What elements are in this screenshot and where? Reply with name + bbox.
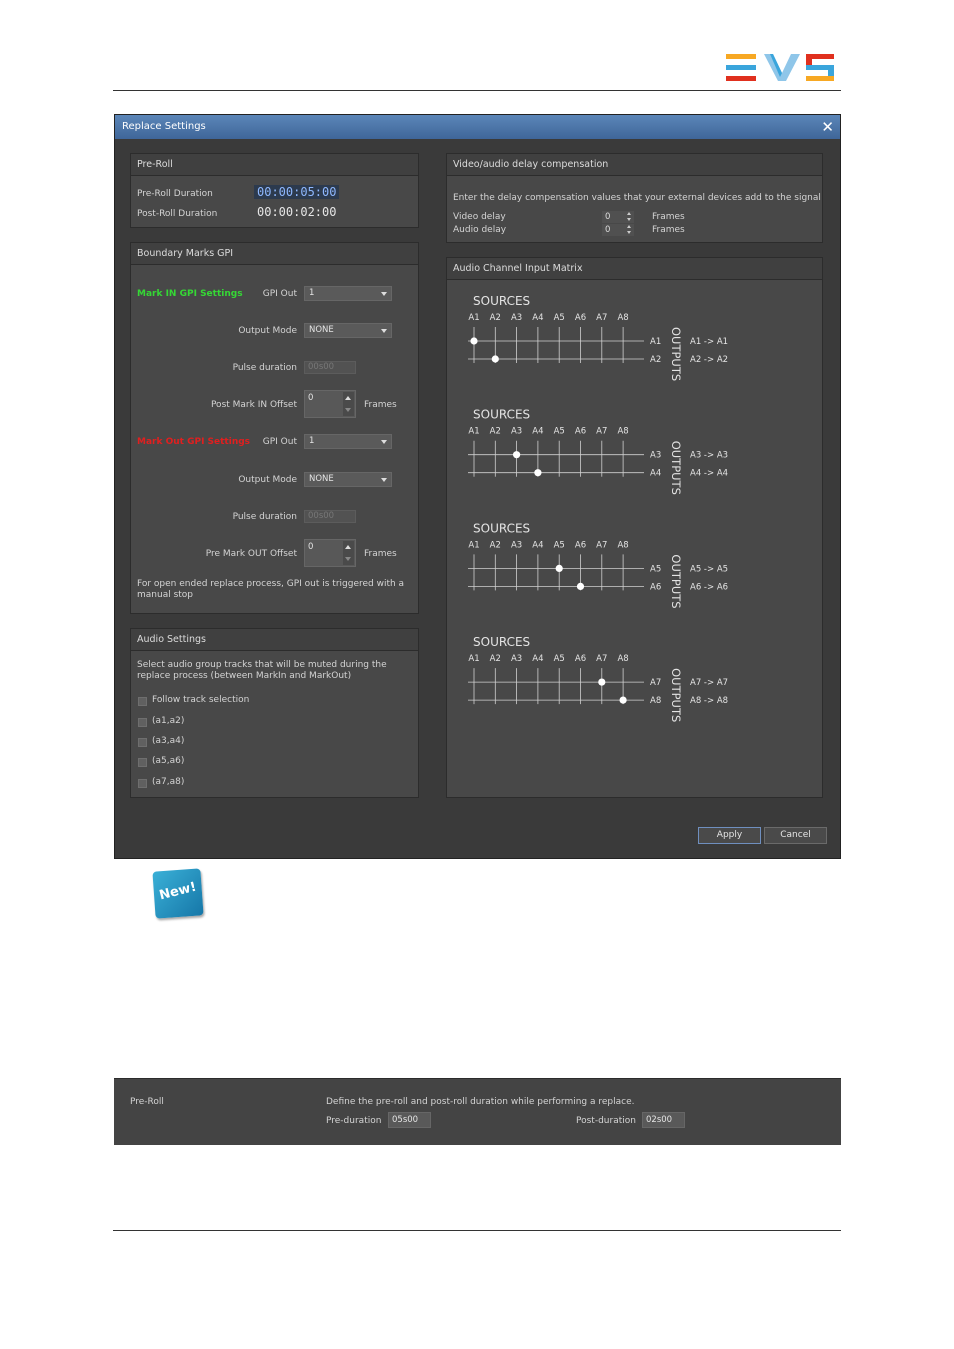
preroll-section-label: Pre-Roll	[130, 1097, 164, 1107]
matrix-source-label: A6	[574, 540, 587, 551]
matrix-sources-label: SOURCES	[473, 407, 531, 422]
matrix-route-label: A6 -> A6	[690, 582, 729, 593]
matrix-source-label: A5	[553, 426, 565, 437]
matrix-source-label: A4	[532, 426, 544, 437]
matrix-source-label: A7	[596, 540, 608, 551]
audio-channel-matrix[interactable]	[447, 280, 822, 797]
matrix-route-label: A1 -> A1	[690, 337, 729, 347]
delay-compensation-panel	[446, 153, 823, 243]
matrix-route-label: A8 -> A8	[690, 696, 729, 707]
post-duration-label: Post-duration	[576, 1116, 636, 1126]
matrix-source-label: A4	[532, 654, 544, 665]
mark-in-pulse-field: 00s00	[304, 361, 356, 374]
evs-logo	[726, 54, 834, 82]
matrix-route-label: A5 -> A5	[690, 564, 729, 575]
mark-in-output-mode-dropdown[interactable]: NONE	[304, 323, 392, 338]
matrix-source-label: A8	[617, 313, 629, 323]
mark-out-pulse-field: 00s00	[304, 510, 356, 523]
audio-delay-label: Audio delay	[453, 225, 507, 235]
matrix-connection-node[interactable]	[470, 337, 477, 344]
gpi-note: For open ended replace process, GPI out is triggered with a manual stop	[137, 579, 405, 600]
delay-description: Enter the delay compensation values that your external devices add to the signal	[453, 193, 821, 203]
matrix-source-label: A1	[468, 313, 480, 323]
video-delay-label: Video delay	[453, 212, 506, 222]
checkbox[interactable]	[138, 779, 147, 788]
matrix-sources-label: SOURCES	[473, 635, 531, 650]
checkbox[interactable]	[138, 718, 147, 727]
pre-mark-out-offset-label: Pre Mark OUT Offset	[205, 549, 297, 559]
mark-in-pulse-label: Pulse duration	[232, 363, 297, 373]
spin-up-icon[interactable]	[343, 392, 354, 404]
matrix-sources-label: SOURCES	[473, 294, 531, 308]
matrix-source-label: A6	[574, 426, 587, 437]
pre-mark-out-offset-spinbox[interactable]	[304, 539, 356, 567]
checkbox[interactable]	[138, 758, 147, 767]
matrix-source-label: A8	[617, 540, 629, 551]
dialog-titlebar[interactable]	[115, 115, 840, 139]
pre-mark-out-offset-value: 0	[308, 542, 314, 552]
preroll-panel	[130, 153, 419, 228]
pre-duration-field[interactable]: 05s00	[388, 1112, 431, 1128]
chevron-down-icon	[381, 329, 387, 333]
matrix-source-label: A6	[574, 654, 587, 665]
matrix-route-label: A3 -> A3	[690, 450, 729, 461]
mark-out-pulse-label: Pulse duration	[232, 512, 297, 522]
preroll-description: Define the pre-roll and post-roll duration while performing a replace.	[326, 1097, 635, 1107]
matrix-source-label: A6	[574, 313, 587, 323]
chevron-down-icon	[381, 292, 387, 296]
matrix-source-label: A1	[468, 540, 480, 551]
mark-in-heading: Mark IN GPI Settings	[137, 289, 243, 299]
matrix-output-label: A6	[650, 582, 662, 593]
matrix-sources-label: SOURCES	[473, 521, 531, 536]
matrix-source-label: A2	[489, 540, 501, 551]
matrix-connection-node[interactable]	[556, 565, 563, 572]
matrix-source-label: A5	[553, 313, 565, 323]
delay-panel-title: Video/audio delay compensation	[447, 154, 822, 176]
matrix-route-label: A2 -> A2	[690, 355, 729, 365]
pre-mark-out-frames-label: Frames	[364, 549, 397, 559]
matrix-output-label: A4	[650, 468, 662, 479]
matrix-source-label: A7	[596, 313, 608, 323]
new-badge	[152, 868, 203, 918]
mark-in-gpi-out-dropdown[interactable]: 1	[304, 286, 392, 301]
audio-delay-spinbox[interactable]: 0	[602, 224, 634, 236]
checkbox[interactable]	[138, 738, 147, 747]
matrix-source-label: A7	[596, 654, 608, 665]
boundary-gpi-panel	[130, 242, 419, 614]
gpi-out-label: GPI Out	[262, 437, 297, 447]
matrix-output-label: A8	[650, 696, 662, 707]
matrix-connection-node[interactable]	[534, 469, 541, 476]
cancel-button[interactable]: Cancel	[764, 827, 827, 844]
matrix-output-label: A5	[650, 564, 662, 575]
matrix-source-label: A2	[489, 426, 501, 437]
matrix-connection-node[interactable]	[492, 355, 499, 362]
close-icon[interactable]: ✕	[821, 118, 834, 136]
post-mark-in-offset-label: Post Mark IN Offset	[210, 400, 297, 410]
matrix-source-label: A4	[532, 540, 544, 551]
matrix-panel-title: Audio Channel Input Matrix	[447, 258, 822, 280]
mark-out-heading: Mark Out GPI Settings	[137, 437, 251, 447]
matrix-output-label: A7	[650, 678, 662, 689]
audio-delay-frames-label: Frames	[652, 225, 685, 235]
matrix-source-label: A4	[532, 313, 544, 323]
spin-down-icon[interactable]	[625, 217, 634, 223]
matrix-source-label: A8	[617, 654, 629, 665]
matrix-outputs-label: OUTPUTS	[669, 554, 683, 609]
video-delay-frames-label: Frames	[652, 212, 685, 222]
video-delay-spinbox[interactable]: 0	[602, 211, 634, 223]
matrix-connection-node[interactable]	[513, 451, 520, 458]
footer-rule	[113, 1230, 841, 1231]
boundary-panel-title: Boundary Marks GPI	[131, 243, 418, 265]
postroll-duration-label: Post-Roll Duration	[137, 209, 218, 219]
audio-settings-description: Select audio group tracks that will be muted during the replace process (between MarkIn and MarkOut)	[137, 660, 387, 681]
matrix-connection-node[interactable]	[577, 583, 584, 590]
spin-down-icon[interactable]	[343, 553, 354, 565]
post-mark-in-frames-label: Frames	[364, 400, 397, 410]
post-duration-field[interactable]: 02s00	[642, 1112, 685, 1128]
header-rule	[113, 90, 841, 91]
matrix-output-label: A3	[650, 450, 662, 461]
matrix-source-label: A3	[510, 313, 523, 323]
matrix-source-label: A3	[510, 540, 523, 551]
matrix-route-label: A4 -> A4	[690, 468, 729, 479]
preroll-duration-value[interactable]: 00:00:05:00	[254, 185, 339, 199]
gpi-out-label: GPI Out	[262, 289, 297, 299]
matrix-source-label: A2	[489, 654, 501, 665]
apply-button[interactable]: Apply	[698, 827, 761, 844]
preroll-duration-label: Pre-Roll Duration	[137, 189, 213, 199]
mark-out-gpi-out-dropdown[interactable]: 1	[304, 434, 392, 449]
chevron-down-icon	[381, 478, 387, 482]
spin-up-icon[interactable]	[343, 541, 354, 553]
postroll-duration-value[interactable]: 00:00:02:00	[257, 205, 337, 219]
matrix-source-label: A8	[617, 426, 629, 437]
matrix-source-label: A2	[489, 313, 501, 323]
mark-in-output-mode-label: Output Mode	[238, 326, 297, 336]
matrix-outputs-label: OUTPUTS	[669, 327, 683, 382]
post-mark-in-offset-spinbox[interactable]	[304, 390, 356, 418]
audio-settings-title: Audio Settings	[131, 629, 418, 651]
matrix-source-label: A1	[468, 654, 480, 665]
preroll-settings-strip	[114, 1078, 841, 1145]
audio-settings-panel: Audio Settings Select audio group tracks that will be muted during the replace process (between MarkIn and MarkOut) Follow track selection (a1,a2) (a3,a4) (a5,a6) (a7,a8)	[130, 628, 419, 798]
matrix-source-label: A3	[510, 654, 523, 665]
matrix-outputs-label: OUTPUTS	[669, 668, 683, 723]
audio-matrix-panel	[446, 257, 823, 798]
matrix-output-label: A2	[650, 355, 662, 365]
matrix-output-label: A1	[650, 337, 662, 347]
dialog-title: Replace Settings	[122, 121, 206, 132]
matrix-source-label: A1	[468, 426, 480, 437]
spin-down-icon[interactable]	[343, 404, 354, 416]
matrix-outputs-label: OUTPUTS	[669, 440, 683, 495]
matrix-source-label: A5	[553, 654, 565, 665]
matrix-connection-node[interactable]	[620, 697, 627, 704]
matrix-source-label: A3	[510, 426, 523, 437]
post-mark-in-offset-value: 0	[308, 393, 314, 403]
matrix-route-label: A7 -> A7	[690, 678, 729, 689]
spin-down-icon[interactable]	[625, 230, 634, 236]
replace-settings-dialog	[114, 114, 841, 859]
matrix-source-label: A5	[553, 540, 565, 551]
pre-duration-label: Pre-duration	[326, 1116, 382, 1126]
matrix-source-label: A7	[596, 426, 608, 437]
mark-out-output-mode-dropdown[interactable]: NONE	[304, 472, 392, 487]
matrix-connection-node[interactable]	[598, 679, 605, 686]
new-badge-text: New!	[157, 879, 198, 904]
checkbox[interactable]	[138, 697, 147, 706]
preroll-panel-title: Pre-Roll	[131, 154, 418, 176]
mark-out-output-mode-label: Output Mode	[238, 475, 297, 485]
chevron-down-icon	[381, 440, 387, 444]
